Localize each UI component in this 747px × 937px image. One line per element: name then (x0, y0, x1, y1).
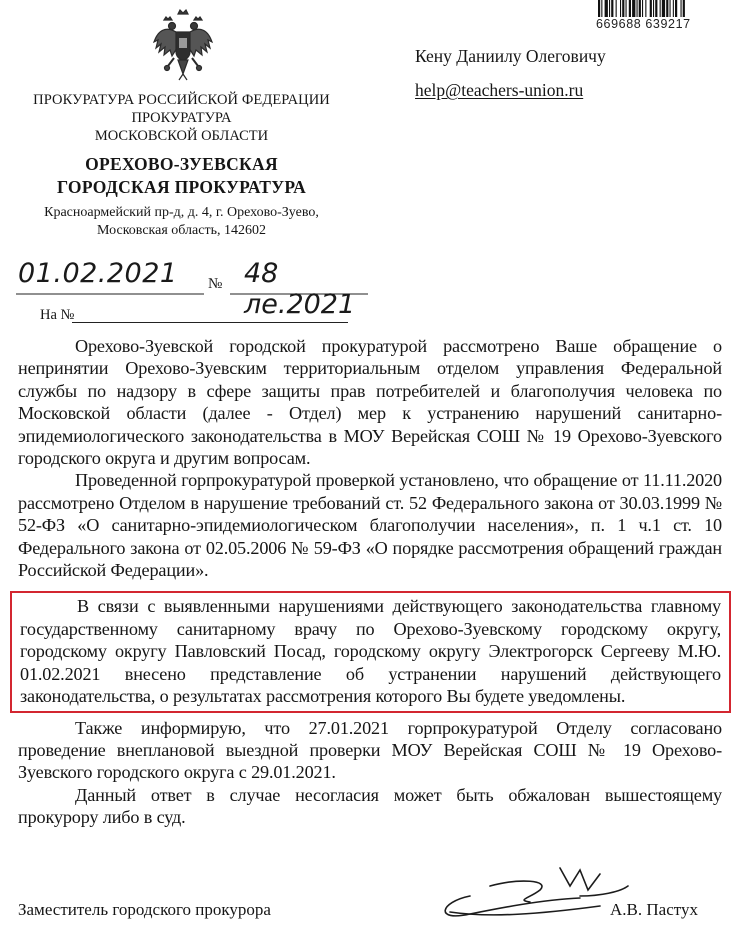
org-name-line2: ГОРОДСКАЯ ПРОКУРАТУРА (56, 177, 307, 197)
org-name-line1: ОРЕХОВО-ЗУЕВСКАЯ (85, 154, 278, 174)
org-address-line2: Московская область, 142602 (97, 223, 266, 238)
document-date: 01.02.2021 (18, 258, 178, 289)
reference-blank-line (72, 322, 348, 323)
reference-label: На № (40, 307, 75, 323)
org-line-region: МОСКОВСКОЙ ОБЛАСТИ (94, 128, 269, 144)
signer-name: А.В. Пастух (610, 900, 698, 919)
org-address-line1: Красноармейский пр-д, д. 4, г. Орехово-Зуево, (44, 205, 319, 220)
org-line-federation: ПРОКУРАТУРА РОССИЙСКОЙ ФЕДЕРАЦИИ (33, 92, 330, 108)
barcode-bars (598, 0, 746, 17)
org-line-prosecutor: ПРОКУРАТУРА (131, 110, 232, 126)
document-number-label: № (208, 276, 223, 292)
paragraph-appeal-rights: Данный ответ в случае несогласия может быть обжалован вышестоящему прокурору либо в суд. (18, 784, 722, 828)
handwritten-signature (430, 856, 630, 926)
paragraph-appeal: Орехово-Зуевской городской прокуратурой рассмотрено Ваше обращение о непринятии Орехово-Зуевским территориальным отделом управления Федеральной службы по надзору в сфере защиты прав потребителей и благополучия человека по Московской области (далее - Отдел) мер к устранению нарушений санитарно-эпидемиологического законодательства в МОУ Верейская СОШ № 19 Орехово-Зуевского городского округа и другим вопросам. (18, 336, 722, 469)
barcode (592, 0, 747, 34)
paragraph-inspection: Проведенной горпрокуратурой проверкой установлено, что обращение от 11.11.2020 рассмотрено Отделом в нарушение требований ст. 52 Федерального закона от 30.03.1999 № 52-ФЗ «О санитарно-эпидемиологическом благополучии населения», п. 1 ч.1 ст. 10 Федерального закона от 02.05.2006 № 59-ФЗ «О порядке рассмотрения обращений граждан Российской Федерации». (18, 470, 722, 581)
barcode-number: 669688 639217 (596, 17, 691, 31)
coat-of-arms-icon (152, 8, 214, 84)
paragraph-unscheduled-inspection: Также информирую, что 27.01.2021 горпрокуратурой Отделу согласовано проведение внеплановой выездной проверки МОУ Верейская СОШ № 19 Орехово-Зуевского городского округа с 29.01.2021. (18, 717, 722, 783)
recipient-name: Кену Даниилу Олеговичу (415, 46, 606, 66)
letter-body (18, 335, 722, 829)
recipient-email-link[interactable]: help@teachers-union.ru (415, 80, 584, 100)
document-number: 48 ле.2021 (244, 258, 356, 320)
signer-position: Заместитель городского прокурора (18, 900, 271, 919)
paragraph-highlighted-representation: В связи с выявленными нарушениями действующего законодательства главному государственному санитарному врачу по Орехово-Зуевскому городскому округу, городскому округу Павловский Посад, городскому округу Электрогорск Сергееву М.Ю. 01.02.2021 внесено представление об устранении нарушений действующего законодательства, о результатах рассмотрения которого Вы будете уведомлены. (10, 591, 731, 712)
